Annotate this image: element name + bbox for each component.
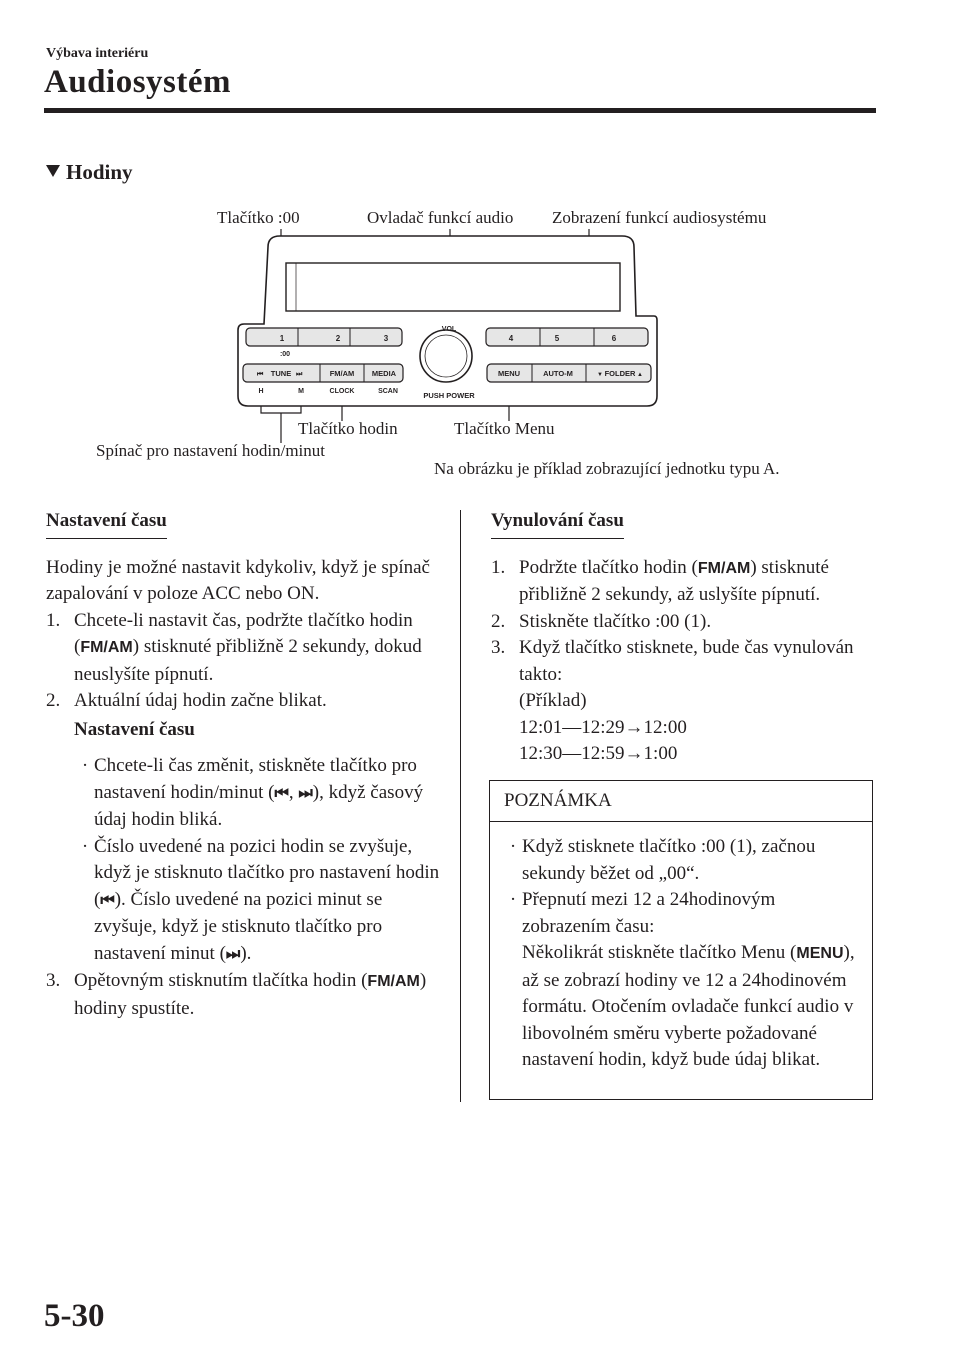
- step-num: 1.: [491, 556, 506, 578]
- bullet-dot: ·: [509, 836, 517, 857]
- next-track-icon: ⏭: [298, 784, 313, 802]
- bullet-hour-minute: [46, 834, 442, 969]
- callout-menu: Tlačítko Menu: [454, 419, 555, 438]
- bullet-text: Chcete-li čas změnit, stiskněte tlačítko pro nastavení hodin/minut (⏮, ⏭), když časový údaj hodin bliká.: [94, 755, 424, 830]
- reset-step-2: [491, 609, 879, 636]
- figure-caption: Na obrázku je příklad zobrazující jednotku typu A.: [434, 459, 780, 478]
- preset-sub-00: :00: [279, 351, 291, 358]
- folder-label: FOLDER: [604, 369, 636, 378]
- m-label: M: [298, 388, 304, 395]
- preset-buttons-left: [246, 328, 402, 346]
- preset-6-label: 6: [611, 334, 617, 343]
- callout-clock: Tlačítko hodin: [298, 419, 398, 438]
- vol-label: VOL: [441, 326, 457, 333]
- intro-text: Hodiny je možné nastavit kdykoliv, když je spínač zapalování v poloze ACC nebo ON.: [46, 556, 430, 604]
- bullet-text: Přepnutí mezi 12 a 24hodinovým zobrazením času: Několikrát stiskněte tlačítko Menu (MENU), až se zobrazí hodiny ve 12 a 24hodinovém formátu. Otočením ovladače funkcí audio v libovolném směru vyberte požadované nastavení hodin, když bude údaj blikat.: [522, 889, 855, 1070]
- section-label: Výbava interiéru: [46, 46, 149, 61]
- page-number: 5-30: [44, 1298, 105, 1334]
- bullet-text: Když stisknete tlačítko :00 (1), začnou sekundy běžet od „00“.: [522, 836, 816, 884]
- bullet-dot: ·: [509, 889, 517, 910]
- folder-down-icon: ▼: [597, 372, 603, 378]
- page-title: Audiosystém: [44, 64, 232, 100]
- bullet-dot: ·: [81, 755, 89, 776]
- inner-subheading: Nastavení času: [74, 718, 195, 740]
- step-text: Opětovným stisknutím tlačítka hodin (FM/AM) hodiny spustíte.: [74, 970, 427, 1019]
- scan-label: SCAN: [378, 388, 398, 395]
- tune-label: TUNE: [270, 369, 292, 378]
- audio-unit-figure: [0, 0, 960, 520]
- left-column: [46, 508, 442, 1022]
- step-text: Chcete-li nastavit čas, podržte tlačítko hodin (FM/AM) stisknuté přibližně 2 sekundy, dokud neuslyšíte pípnutí.: [74, 609, 422, 685]
- note-title: POZNÁMKA: [490, 781, 872, 822]
- note-box: [489, 780, 873, 1100]
- fmam-key: FM/AM: [367, 973, 420, 990]
- step-num: 2.: [491, 610, 506, 632]
- volume-dial: [420, 330, 472, 382]
- step-num: 3.: [491, 637, 506, 658]
- bullet-text: Číslo uvedené na pozici hodin se zvyšuje, když je stisknuto tlačítko pro nastavení hodin (⏮). Číslo uvedené na pozici minut se zvyšuje, když je stisknuto tlačítko pro nastavení minut (⏭).: [94, 835, 440, 964]
- push-power-label: PUSH POWER: [423, 391, 475, 400]
- step-text: Když tlačítko stisknete, bude čas vynulován takto:: [519, 637, 854, 685]
- media-label: MEDIA: [371, 369, 397, 378]
- set-step-2: [46, 688, 442, 715]
- column-divider: [460, 510, 461, 1102]
- example-line-1: 12:01―12:29→12:00: [519, 716, 687, 738]
- folder-up-icon: ▲: [637, 372, 643, 378]
- prev-track-icon: ⏮: [274, 784, 289, 802]
- tune-prev-icon: ⏮: [257, 371, 264, 378]
- step-num: 3.: [46, 970, 61, 991]
- prev-track-icon: ⏮: [100, 891, 115, 909]
- preset-5-label: 5: [554, 334, 560, 343]
- step-num: 1.: [46, 609, 61, 631]
- reset-step-3: [491, 635, 879, 688]
- left-subheading: Nastavení času: [46, 508, 167, 539]
- step-text: Podržte tlačítko hodin (FM/AM) stisknuté přibližně 2 sekundy, až uslyšíte pípnutí.: [519, 556, 829, 605]
- menu-label: MENU: [497, 369, 521, 378]
- step-text: Stiskněte tlačítko :00 (1).: [519, 610, 712, 632]
- note-body: [490, 822, 872, 1074]
- set-step-1: [46, 608, 442, 689]
- right-column: [491, 508, 879, 768]
- right-subheading: Vynulování času: [491, 508, 624, 539]
- example-label: (Příklad): [519, 690, 587, 711]
- preset-2-label: 2: [335, 334, 341, 343]
- callout-dial: Ovladač funkcí audio: [367, 208, 514, 227]
- note-bullet-2: [492, 887, 858, 1074]
- next-track-icon: ⏭: [225, 945, 241, 963]
- bullet-dot: ·: [81, 835, 89, 857]
- reset-step-1: [491, 555, 879, 609]
- preset-1-label: 1: [279, 334, 285, 343]
- fmam-key: FM/AM: [697, 559, 751, 577]
- bullet-change-time: [46, 753, 442, 834]
- menu-key: MENU: [796, 945, 844, 962]
- tune-next-icon: ⏭: [296, 371, 303, 378]
- callout-hm-switch: Spínač pro nastavení hodin/minut: [96, 441, 325, 460]
- fmam-label: FM/AM: [329, 369, 355, 378]
- callout-display: Zobrazení funkcí audiosystému: [552, 208, 767, 227]
- clock-label: CLOCK: [329, 388, 355, 395]
- h-label: H: [258, 388, 264, 395]
- fmam-key: FM/AM: [80, 639, 133, 656]
- step-text: Aktuální údaj hodin začne blikat.: [74, 690, 327, 711]
- clock-heading-text: Hodiny: [66, 160, 133, 184]
- preset-3-label: 3: [383, 334, 389, 343]
- set-step-3: [46, 968, 442, 1022]
- callout-btn00: Tlačítko :00: [217, 208, 300, 227]
- example-line-2: 12:30―12:59→1:00: [519, 743, 678, 764]
- reset-example: [491, 688, 879, 768]
- step-num: 2.: [46, 690, 61, 711]
- note-bullet-1: [492, 834, 858, 887]
- autom-label: AUTO-M: [543, 369, 573, 378]
- display-window: [286, 263, 620, 311]
- preset-4-label: 4: [508, 334, 514, 343]
